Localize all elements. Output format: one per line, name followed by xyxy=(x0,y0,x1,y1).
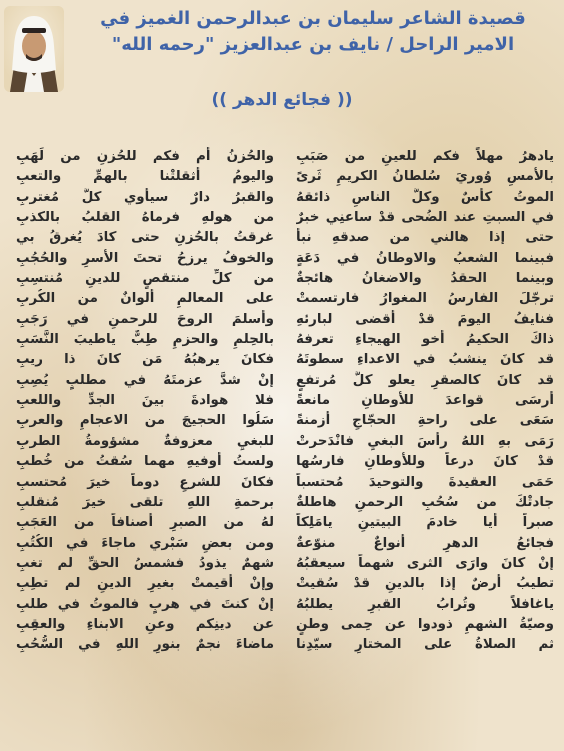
verse: من هولهِ فرماهُ القلبُ بالكذبِ xyxy=(16,210,274,226)
verse: في السبتِ عند الضُحى قدْ ساعنِي خبرٌ xyxy=(296,210,554,226)
verse: شهمٌ يذودُ فشمسُ الحقِّ لم تغبِ xyxy=(16,555,274,571)
verse: والخوفُ يرزحُ تحتَ الأسرِ والحُجُبِ xyxy=(16,250,274,266)
verse: سَعَى على راحةِ الحجّاجِ أزمنةً xyxy=(296,413,554,429)
portrait-image xyxy=(4,6,64,92)
verse: ذاكَ الحكيمُ أخو الهيجاءِ تعرفهُ xyxy=(296,332,554,348)
verse: قدْ كانَ درعاً وللأوطانِ فارسُها xyxy=(296,454,554,470)
verse: ياغافلاً وتُرابُ القبرِ يطلبُهُ xyxy=(296,596,554,612)
poem-right-column xyxy=(296,147,554,656)
verse: على المعالمِ ألوانٌ من الكُربِ xyxy=(16,291,274,307)
verse: حتى إذا هالني من صدقهِ نبأ xyxy=(296,230,554,246)
verse: وإنْ أقيمتْ بغيرِ الدينِ لم تطِبِ xyxy=(16,576,274,592)
verse: حَمَى العقيدةَ والتوحيدَ مُحتسباً xyxy=(296,474,554,490)
verse: غرقتُ بالحُزنِ حتى كادَ يُغرقُ بي xyxy=(16,230,274,246)
verse: وصيّةُ الشهمِ ذودوا عن حِمى وطنٍ xyxy=(296,616,554,632)
verse: فبينما الشعبُ والاوطانُ في دَعَةٍ xyxy=(296,250,554,266)
verse: والقبرُ دارٌ سيأوي كلَّ مُغتربِ xyxy=(16,189,274,205)
verse: ولستُ أوفيهِ مهما سُقتُ من خُطبِ xyxy=(16,454,274,470)
verse: عن دينِكم وعنِ الابناءِ والعقِبِ xyxy=(16,616,274,632)
header-line-1: قصيدة الشاعر سليمان بن عبدالرحمن الغميز في xyxy=(100,8,526,29)
verse: إنْ كنتَ في هربٍ فالموتُ في طلبِ xyxy=(16,596,274,612)
header xyxy=(70,6,556,58)
verse: إنْ شدَّ عزمتَهُ في مطلبٍ يُصِبِ xyxy=(16,372,274,388)
verse: ماضاءَ نجمٌ بنورِ اللهِ في السُّحُبِ xyxy=(16,637,274,653)
verse: وأسلمَ الروحَ للرحمنِ في رَجَبِ xyxy=(16,311,274,327)
verse: صبراً أيا خادمَ البيتينِ يامَلِكاً xyxy=(296,515,554,531)
poem-left-column xyxy=(16,147,274,656)
verse: قد كانَ ينشبُ في الاعداءِ سطوتَهُ xyxy=(296,352,554,368)
verse: الموتُ كأسٌ وكلُّ الناسِ ذائقهُ xyxy=(296,189,554,205)
verse: يادهرُ مهلاً فكم للعينِ من صَبَبِ xyxy=(296,149,554,164)
verse: برحمةِ اللهِ تلقى خيرَ مُنقلبِ xyxy=(16,494,274,510)
verse: قد كانَ كالصقرِ يعلو كلَّ مُرتفعٍ xyxy=(296,372,554,388)
verse: سَلُوا الحجيجَ من الاعجامِ والعربِ xyxy=(16,413,274,429)
verse: تطيبُ أرضٌ إذا بالدينِ قدْ سُقيتْ xyxy=(296,576,554,592)
verse: بالحِلمِ والحزمِ طِبٌّ ياطيبَ النَّسَبِ xyxy=(16,332,274,348)
verse: لهُ من الصبرِ أصنافاً من العَجَبِ xyxy=(16,515,274,531)
verse: واليومُ أثقلتْنا بالهمِّ والتعبِ xyxy=(16,169,274,185)
verse: فكانَ للشرعِ دوماً خيرَ مُحتسبِ xyxy=(16,474,274,490)
verse: والحُزنُ أم فكم للحُزنِ من لَهَبِ xyxy=(16,149,274,164)
verse: إنْ كانَ وارَى الثرى شهماً سيعقبُهُ xyxy=(296,555,554,571)
verse: فنايفُ اليومَ قدْ أقضى لبارئهِ xyxy=(296,311,554,327)
poem-title: (( فجائع الدهر )) xyxy=(211,90,353,110)
verse: رَمَى بهِ اللهُ رأسَ البغيِ فانْدَحرتْ xyxy=(296,433,554,449)
verse: جادتْكَ من سُحُبِ الرحمنِ هاطلةٌ xyxy=(296,494,554,510)
verse: وبينما الحقدُ والاضغانُ هائجةٌ xyxy=(296,271,554,287)
verse: ثم الصلاةُ على المختارِ سيّدِنا xyxy=(296,637,554,653)
verse: فجائعُ الدهرِ أنواعٌ منوّعةٌ xyxy=(296,535,554,551)
verse: ومن بعضِ سَبْري ماجاءَ في الكُتُبِ xyxy=(16,535,274,551)
verse: ترجّلَ الفارسُ المغوارُ فارتسمتْ xyxy=(296,291,554,307)
verse: أرسَى قواعدَ للأوطانِ مانعةً xyxy=(296,393,554,409)
verse: من كلِّ منتقصٍ للدينِ مُنتسِبِ xyxy=(16,271,274,287)
header-line-2: الامير الراحل / نايف بن عبدالعزيز "رحمه الله" xyxy=(111,34,515,55)
verse: فلا هوادةَ بينَ الجدِّ واللعبِ xyxy=(16,393,274,409)
verse: بالأمسِ وُوريَ سُلطانُ الكريمِ ثَرىً xyxy=(296,169,554,185)
verse: للبغيِ معزوفةٌ مشؤومةُ الطربِ xyxy=(16,433,274,449)
poet-portrait xyxy=(4,6,64,92)
verse: فكانَ يرهبُهُ مَن كانَ ذا ريبِ xyxy=(16,352,274,368)
